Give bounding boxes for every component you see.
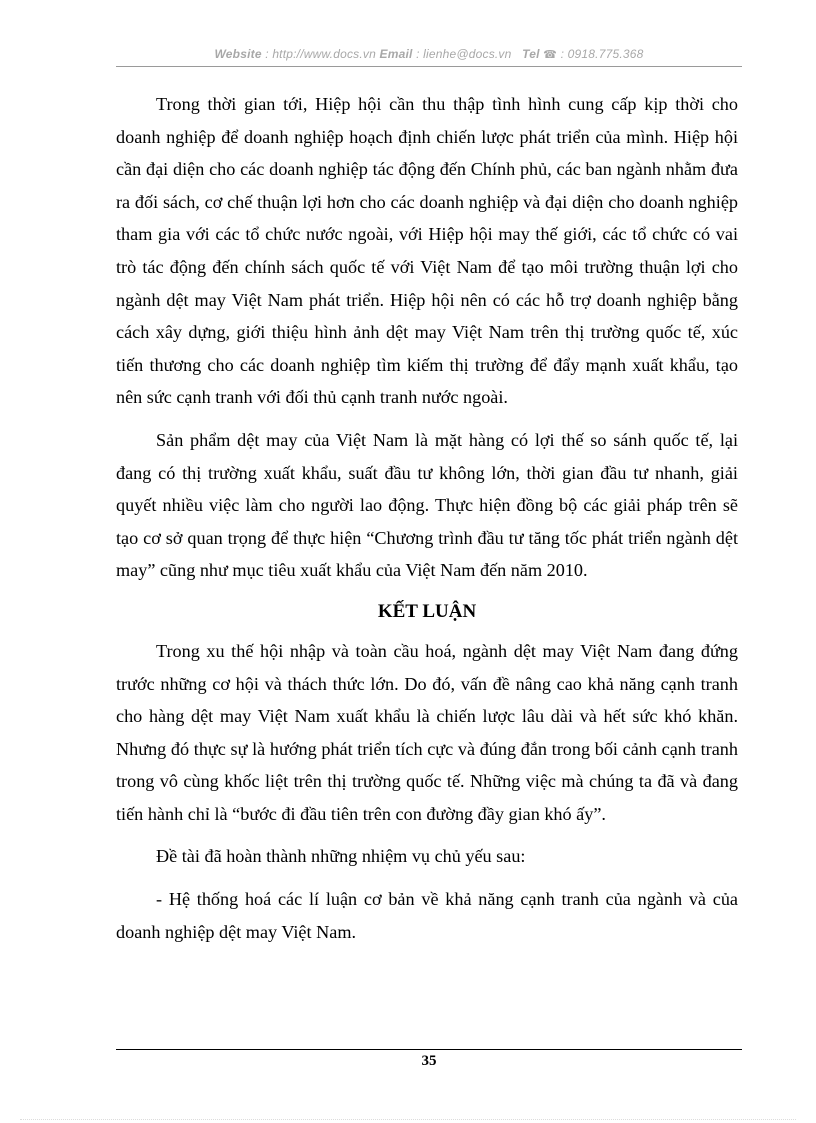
page-bottom-border (20, 1119, 796, 1120)
paragraph-xu-the: Trong xu thế hội nhập và toàn cầu hoá, ngành dệt may Việt Nam đang đứng trước những cơ hội và thách thức lớn. Do đó, vấn đề nâng cao khả năng cạnh tranh cho hàng dệt may Việt Nam xuất khẩu là chiến lược lâu dài và hết sức khó khăn. Nhưng đó thực sự là hướng phát triển tích cực và đúng đắn trong bối cảnh cạnh tranh trong vô cùng khốc liệt trên thị trường quốc tế. Những việc mà chúng ta đã và đang tiến hành chỉ là “bước đi đầu tiên trên con đường đầy gian khó ấy”. (116, 640, 738, 824)
email-separator: : (412, 47, 424, 61)
header-divider (116, 66, 742, 67)
email-label: Email (379, 47, 413, 61)
tel-label: Tel (522, 47, 540, 61)
paragraph-he-thong-hoa: - Hệ thống hoá các lí luận cơ bản về khả năng cạnh tranh của ngành và của doanh nghiệp dệt may Việt Nam. (116, 889, 738, 942)
page-header (116, 47, 742, 61)
page-number: 35 (421, 1053, 437, 1069)
paragraph-hiep-hoi: Trong thời gian tới, Hiệp hội cần thu thập tình hình cung cấp kịp thời cho doanh nghiệp để doanh nghiệp hoạch định chiến lược phát triển của mình. Hiệp hội cần đại diện cho các doanh nghiệp tác động đến Chính phủ, các ban ngành nhằm đưa ra đối sách, cơ chế thuận lợi hơn cho các doanh nghiệp và đại diện cho doanh nghiệp tham gia với các tổ chức nước ngoài, với Hiệp hội may thế giới, các tổ chức có vai trò tác động đến chính sách quốc tế với Việt Nam để tạo môi trường thuận lợi cho ngành dệt may Việt Nam phát triển. Hiệp hội nên có các hỗ trợ doanh nghiệp bằng cách xây dựng, giới thiệu hình ảnh dệt may Việt Nam trên thị trường quốc tế, xúc tiến thương cho các doanh nghiệp tìm kiếm thị trường để đẩy mạnh xuất khẩu, tạo nên sức cạnh tranh với đối thủ cạnh tranh nước ngoài. (116, 94, 738, 408)
tel-value: : 0918.775.368 (557, 47, 644, 61)
website-link[interactable]: http://www.docs.vn (272, 47, 376, 61)
paragraph-de-tai: Đề tài đã hoàn thành những nhiệm vụ chủ yếu sau: (156, 846, 526, 867)
website-separator: : (261, 47, 273, 61)
phone-icon: ☎ (543, 49, 558, 61)
document-body (116, 88, 738, 958)
section-heading-ket-luan: KẾT LUẬN (377, 600, 477, 622)
paragraph-san-pham: Sản phẩm dệt may của Việt Nam là mặt hàng có lợi thế so sánh quốc tế, lại đang có thị trường xuất khẩu, suất đầu tư không lớn, thời gian đầu tư nhanh, giải quyết nhiều việc làm cho người lao động. Thực hiện đồng bộ các giải pháp trên sẽ tạo cơ sở quan trọng để thực hiện “Chương trình đầu tư tăng tốc phát triển ngành dệt may” cũng như mục tiêu xuất khẩu của Việt Nam đến năm 2010. (116, 429, 738, 581)
website-label: Website (214, 47, 262, 61)
footer-divider (116, 1049, 742, 1050)
email-link[interactable]: lienhe@docs.vn (423, 47, 512, 61)
